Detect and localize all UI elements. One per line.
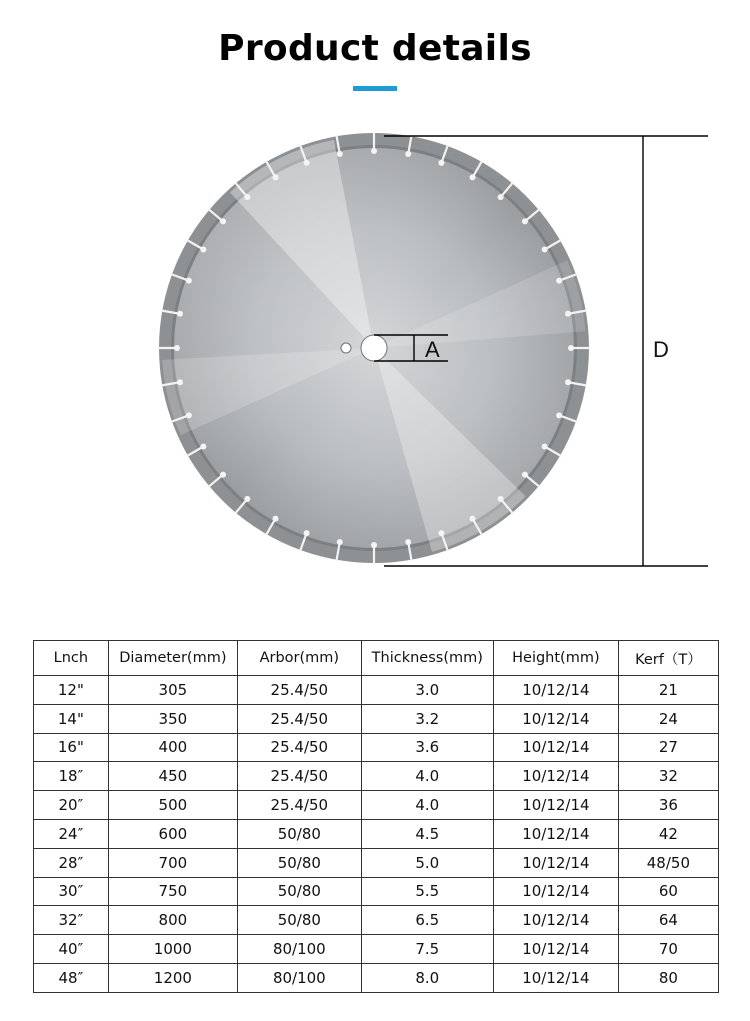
gullet-hole xyxy=(498,496,504,502)
table-cell-thickness: 3.6 xyxy=(361,733,493,762)
gullet-hole xyxy=(177,311,183,317)
gullet-hole xyxy=(174,345,180,351)
table-row xyxy=(34,762,719,791)
table-cell-arbor: 25.4/50 xyxy=(238,791,362,820)
table-row xyxy=(34,676,719,705)
table-cell-kerf: 80 xyxy=(618,963,718,992)
table-cell-height: 10/12/14 xyxy=(493,819,618,848)
gullet-hole xyxy=(177,379,183,385)
blade-illustration xyxy=(0,100,750,600)
gullet-hole xyxy=(568,345,574,351)
table-cell-height: 10/12/14 xyxy=(493,848,618,877)
table-cell-arbor: 50/80 xyxy=(238,877,362,906)
table-cell-diameter: 400 xyxy=(108,733,237,762)
table-cell-inch: 16" xyxy=(34,733,109,762)
table-row xyxy=(34,704,719,733)
gullet-hole xyxy=(522,472,528,478)
column-header-height: Height(mm) xyxy=(493,641,618,676)
gullet-hole xyxy=(371,148,377,154)
column-header-inch: Lnch xyxy=(34,641,109,676)
table-cell-arbor: 50/80 xyxy=(238,848,362,877)
gullet-hole xyxy=(186,412,192,418)
table-cell-height: 10/12/14 xyxy=(493,791,618,820)
spec-table xyxy=(33,640,719,993)
page-title: Product details xyxy=(218,28,532,69)
column-header-diameter: Diameter(mm) xyxy=(108,641,237,676)
table-row xyxy=(34,877,719,906)
table-cell-height: 10/12/14 xyxy=(493,733,618,762)
table-cell-height: 10/12/14 xyxy=(493,935,618,964)
gullet-hole xyxy=(498,194,504,200)
table-cell-thickness: 5.5 xyxy=(361,877,493,906)
column-header-kerf: Kerf（T） xyxy=(618,641,718,676)
table-cell-thickness: 7.5 xyxy=(361,935,493,964)
table-cell-diameter: 450 xyxy=(108,762,237,791)
table-cell-arbor: 80/100 xyxy=(238,935,362,964)
table-cell-thickness: 8.0 xyxy=(361,963,493,992)
table-cell-height: 10/12/14 xyxy=(493,762,618,791)
table-cell-diameter: 600 xyxy=(108,819,237,848)
table-cell-kerf: 24 xyxy=(618,704,718,733)
table-cell-diameter: 700 xyxy=(108,848,237,877)
gullet-hole xyxy=(405,151,411,157)
table-cell-thickness: 4.0 xyxy=(361,791,493,820)
table-cell-inch: 40″ xyxy=(34,935,109,964)
table-cell-arbor: 80/100 xyxy=(238,963,362,992)
table-row xyxy=(34,791,719,820)
table-cell-height: 10/12/14 xyxy=(493,704,618,733)
table-cell-arbor: 50/80 xyxy=(238,906,362,935)
gullet-hole xyxy=(371,542,377,548)
gullet-hole xyxy=(470,174,476,180)
table-cell-kerf: 21 xyxy=(618,676,718,705)
table-cell-thickness: 6.5 xyxy=(361,906,493,935)
table-cell-thickness: 5.0 xyxy=(361,848,493,877)
gullet-hole xyxy=(186,278,192,284)
table-cell-inch: 32″ xyxy=(34,906,109,935)
gullet-hole xyxy=(438,160,444,166)
gullet-hole xyxy=(565,379,571,385)
gullet-hole xyxy=(565,311,571,317)
table-row xyxy=(34,963,719,992)
gullet-hole xyxy=(304,530,310,536)
table-cell-kerf: 60 xyxy=(618,877,718,906)
table-cell-inch: 28″ xyxy=(34,848,109,877)
spec-table-header-row xyxy=(34,641,719,676)
table-cell-inch: 30″ xyxy=(34,877,109,906)
table-cell-thickness: 4.0 xyxy=(361,762,493,791)
table-cell-kerf: 48/50 xyxy=(618,848,718,877)
gullet-hole xyxy=(337,151,343,157)
gullet-hole xyxy=(438,530,444,536)
table-cell-arbor: 25.4/50 xyxy=(238,733,362,762)
table-cell-inch: 12" xyxy=(34,676,109,705)
table-cell-inch: 24″ xyxy=(34,819,109,848)
table-cell-inch: 14" xyxy=(34,704,109,733)
gullet-hole xyxy=(470,516,476,522)
table-cell-arbor: 25.4/50 xyxy=(238,676,362,705)
table-row xyxy=(34,848,719,877)
gullet-hole xyxy=(244,194,250,200)
table-cell-kerf: 36 xyxy=(618,791,718,820)
gullet-hole xyxy=(200,444,206,450)
gullet-hole xyxy=(273,516,279,522)
gullet-hole xyxy=(220,472,226,478)
arbor-dimension-label: A xyxy=(425,337,440,362)
column-header-thickness: Thickness(mm) xyxy=(361,641,493,676)
spec-table-body xyxy=(34,676,719,993)
gullet-hole xyxy=(542,444,548,450)
table-cell-thickness: 4.5 xyxy=(361,819,493,848)
gullet-hole xyxy=(200,247,206,253)
pin-hole xyxy=(341,343,351,353)
table-cell-kerf: 32 xyxy=(618,762,718,791)
table-row xyxy=(34,733,719,762)
gullet-hole xyxy=(522,218,528,224)
table-cell-arbor: 25.4/50 xyxy=(238,704,362,733)
table-cell-thickness: 3.2 xyxy=(361,704,493,733)
table-cell-height: 10/12/14 xyxy=(493,906,618,935)
gullet-hole xyxy=(337,539,343,545)
arbor-hole xyxy=(361,335,387,361)
table-cell-inch: 18″ xyxy=(34,762,109,791)
table-cell-kerf: 27 xyxy=(618,733,718,762)
gullet-hole xyxy=(220,218,226,224)
title-accent-bar xyxy=(353,86,397,91)
table-cell-height: 10/12/14 xyxy=(493,877,618,906)
table-row xyxy=(34,935,719,964)
gullet-hole xyxy=(542,247,548,253)
table-cell-diameter: 800 xyxy=(108,906,237,935)
table-cell-thickness: 3.0 xyxy=(361,676,493,705)
table-cell-inch: 48″ xyxy=(34,963,109,992)
gullet-hole xyxy=(273,174,279,180)
table-cell-diameter: 305 xyxy=(108,676,237,705)
gullet-hole xyxy=(244,496,250,502)
table-cell-arbor: 50/80 xyxy=(238,819,362,848)
table-cell-diameter: 1000 xyxy=(108,935,237,964)
saw-blade-diagram xyxy=(0,100,750,600)
gullet-hole xyxy=(304,160,310,166)
gullet-hole xyxy=(556,278,562,284)
table-cell-diameter: 500 xyxy=(108,791,237,820)
column-header-arbor: Arbor(mm) xyxy=(238,641,362,676)
table-cell-height: 10/12/14 xyxy=(493,676,618,705)
diameter-dimension-label: D xyxy=(653,337,669,362)
table-cell-inch: 20″ xyxy=(34,791,109,820)
table-cell-kerf: 64 xyxy=(618,906,718,935)
table-cell-diameter: 1200 xyxy=(108,963,237,992)
table-row xyxy=(34,906,719,935)
table-row xyxy=(34,819,719,848)
table-cell-kerf: 70 xyxy=(618,935,718,964)
table-cell-arbor: 25.4/50 xyxy=(238,762,362,791)
table-cell-diameter: 350 xyxy=(108,704,237,733)
table-cell-kerf: 42 xyxy=(618,819,718,848)
gullet-hole xyxy=(556,412,562,418)
table-cell-diameter: 750 xyxy=(108,877,237,906)
gullet-hole xyxy=(405,539,411,545)
table-cell-height: 10/12/14 xyxy=(493,963,618,992)
